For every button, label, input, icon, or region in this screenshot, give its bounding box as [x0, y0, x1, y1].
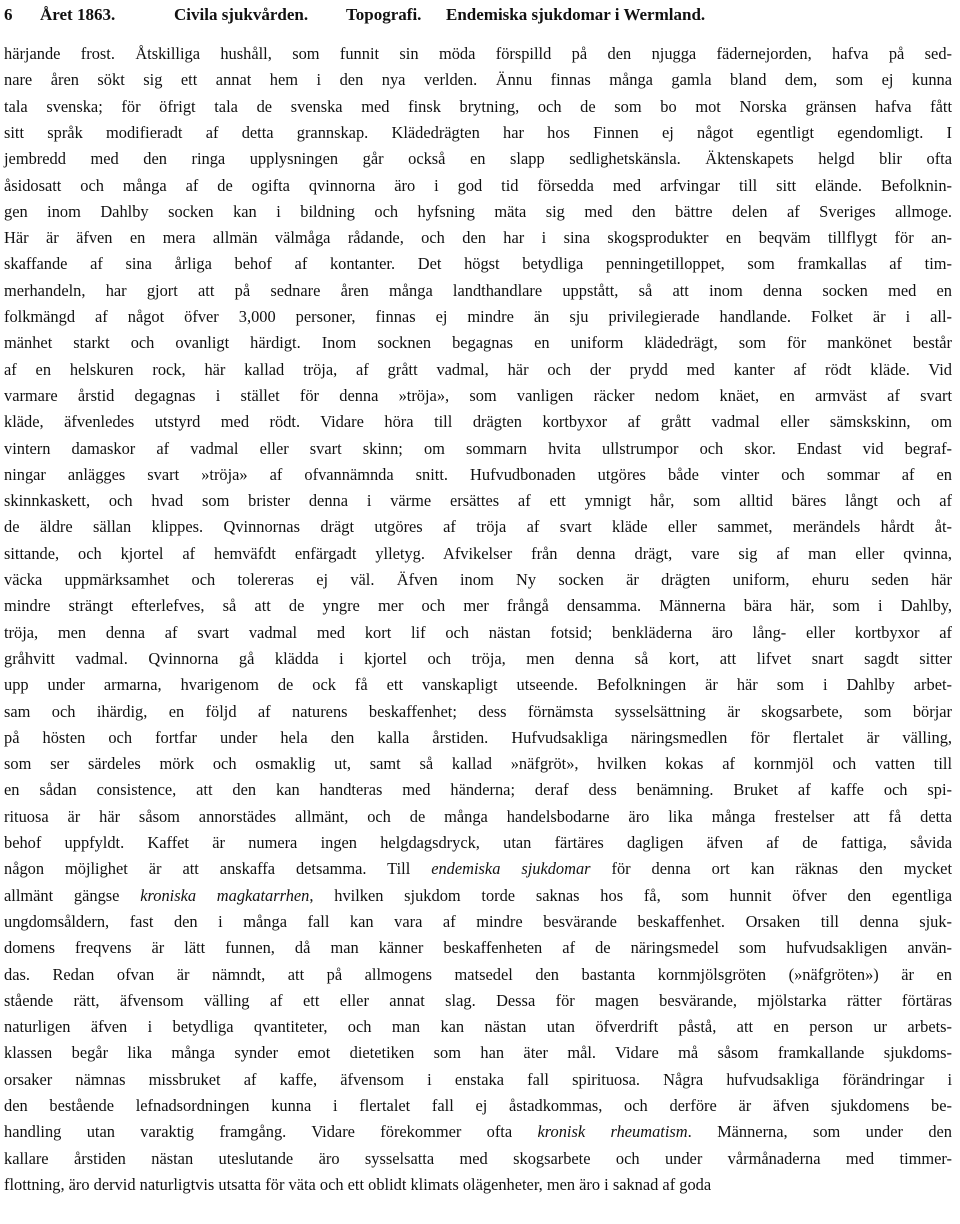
text-line: jembredd med den ringa upplysningen går också en slapp sedlighetskänsla. Äktenskapets helgd blir ofta — [4, 149, 952, 169]
text-line: skaffande af sina årliga behof af kontanter. Det högst betydliga penningetilloppet, som framkallas af tim- — [4, 254, 952, 274]
text-line: das. Redan ofvan är nämndt, att på allmogens matsedel den bastanta kornmjölsgröten (»näfgröten») är en — [4, 964, 952, 984]
text-line: behof uppfyldt. Kaffet är numera ingen helgdagsdryck, utan färtäres dagligen äfven af de fattiga, såvida — [4, 833, 952, 852]
text-line: klassen begår lika många synder emot dietetiken som han äter mål. Vidare må såsom framkallande sjukdoms- — [4, 1043, 952, 1063]
text-line: en sådan consistence, att den kan handteras med händerna; deraf dess benämning. Bruket af kaffe och spi- — [4, 780, 952, 800]
text-line: de äldre sällan klippes. Qvinnornas drägt utgöres af tröja af svart kläde eller sammet, merändels hårdt åt- — [4, 517, 952, 537]
text-line: kläde, äfvenledes utstyrd med rödt. Vidare höra till drägten kortbyxor af grått vadmal eller sämskskinn, om — [4, 412, 952, 432]
text-line: mindre strängt efterlefves, så att de yngre mer och mer frångå densamma. Männerna bära här, som i Dahlby, — [4, 596, 952, 616]
text-line: härjande frost. Åtskilliga hushåll, som funnit sin möda förspilld på den njugga fädernejorden, hafva på sed- — [4, 44, 952, 63]
text-line: åsidosatt och många af de ogifta qvinnorna äro i god tid försedda med arfvingar till sitt elände. Befolknin- — [4, 175, 952, 195]
text-line: skinnkaskett, och hvad som brister denna i värme ersättes af ett ymnigt hår, som alltid bäres långt och af — [4, 491, 952, 511]
text-line: allmänt gängse kroniska magkatarrhen, hvilken sjukdom torde saknas hos få, som hunnit öfver den egentliga — [4, 885, 953, 905]
text-line: väcka uppmärksamhet och tolereras ej väl. Äfven inom Ny socken är drägten uniform, ehuru seden här — [4, 570, 952, 589]
text-line: tröja, men denna af svart vadmal med kort lif och nästan fotsid; benkläderna äro lång- eller kortbyxor af — [4, 622, 952, 642]
header-section: Civila sjukvården. — [174, 5, 309, 24]
text-line: den bestående lefnadsordningen kunna i flertalet fall ej åstadkommas, och derföre är äfven sjukdomens be- — [4, 1096, 952, 1115]
text-line: nare åren sökt sig ett annat hem i den nya verlden. Ännu finnas många gamla bland dem, som ej kunna — [4, 70, 952, 90]
text-line: domens freqvens är lätt funnen, då man känner beskaffenheten af de näringsmedel som hufvudsakligen använ- — [4, 938, 952, 958]
text-line: rituosa är här såsom annorstädes allmänt, och de många handelsbodarne äro lika många frestelser att få detta — [4, 806, 952, 826]
text-line: naturligen äfven i betydliga qvantiteter, och man kan nästan utan öfverdrift påstå, att en person ur arbets- — [4, 1017, 952, 1037]
header-year: Året 1863. — [40, 5, 116, 24]
text-line: varmare årstid degagnas i stället för denna »tröja», som vanligen räcker nedom knäet, en armväst af svart — [4, 385, 952, 405]
text-line: handling utan varaktig framgång. Vidare förekommer ofta kronisk rheumatism. Männerna, som under den — [4, 1122, 952, 1142]
text-line: af en helskuren rock, här kallad tröja, af grått vadmal, här och der prydd med kanter af rödt kläde. Vid — [4, 359, 952, 379]
text-line: flottning, äro dervid naturligtvis utsatta för väta och ett oblidt klimats olägenheter, men äro i saknad af goda — [4, 1174, 712, 1194]
text-line: sam och ihärdig, en följd af naturens beskaffenhet; dess förnämsta sysselsättning är skogsarbete, som börjar — [4, 701, 952, 721]
text-line: ningar anlägges svart »tröja» af ofvannämnda snitt. Hufvudbonaden utgöres både vinter och sommar af en — [4, 464, 952, 484]
text-line: merhandeln, har gjort att på sednare åren många landthandlare uppstått, så att inom denna socken med en — [4, 280, 952, 300]
text-line: Här är äfven en mera allmän välmåga rådande, och den har i sina skogsprodukter en beqväm tillflygt för an- — [4, 228, 952, 248]
text-line: mänhet starkt och ovanligt härdigt. Inom socknen begagnas en uniform klädedrägt, som för mankönet består — [4, 333, 952, 353]
text-line: upp under armarna, hvarigenom de ock få ett vanskapligt utseende. Befolkningen är här som i Dahlby arbet- — [4, 675, 952, 695]
text-line: orsaker nämnas missbruket af kaffe, äfvensom i enstaka fall spirituosa. Några hufvudsakliga förändringar i — [4, 1069, 952, 1089]
text-line: tala svenska; för öfrigt tala de svenska med finsk brytning, och de som bo mot Norska gränsen hafva fått — [4, 96, 952, 116]
page-number: 6 — [4, 5, 13, 24]
text-line: ungdomsåldern, fast den i många fall kan vara af mindre besvärande beskaffenhet. Orsaken till denna sjuk- — [4, 911, 952, 931]
text-line: gen inom Dahlby socken kan i bildning och hyfsning mäta sig med den bättre delen af Sveriges allmoge. — [4, 201, 952, 221]
text-line: som ser särdeles mörk och osmaklig ut, samt så kallad »näfgröt», hvilken kokas af kornmjöl och vatten till — [4, 754, 952, 774]
running-header — [4, 5, 944, 29]
text-line: på hösten och fortfar under hela den kalla årstiden. Hufvudsakliga näringsmedlen för flertalet är välling, — [4, 727, 952, 747]
header-topic: Topografi. — [346, 5, 422, 24]
text-line: vintern damaskor af vadmal eller svart skinn; om sommarn hvita ullstrumpor och skor. Endast vid begraf- — [4, 438, 952, 458]
text-line: gråhvitt vadmal. Qvinnorna gå klädda i kjortel och tröja, men denna så kort, att lifvet snart sagdt sitter — [4, 648, 952, 668]
text-line: stående rätt, äfvensom välling af ett eller annat slag. Dessa för magen besvärande, mjölstarka rätter förtäras — [4, 990, 952, 1010]
text-line: kallare årstiden nästan uteslutande äro sysselsatta med skogsarbete och under vårmånaderna med timmer- — [4, 1148, 952, 1168]
text-line: folkmängd af något öfver 3,000 personer, finnas ej mindre än sju privilegierade handlande. Folket är i all- — [4, 307, 952, 326]
text-line: sitt språk modifieradt af detta grannskap. Klädedrägten har hos Finnen ej något egentligt egendomligt. I — [4, 122, 952, 142]
header-subtopic: Endemiska sjukdomar i Wermland. — [446, 5, 706, 24]
text-line: någon möjlighet är att anskaffa detsamma. Till endemiska sjukdomar för denna ort kan räknas den mycket — [4, 859, 952, 879]
text-line: sittande, och kjortel af hemväfdt enfärgadt ylletyg. Afvikelser från denna drägt, vare sig af man eller qvinna, — [4, 543, 952, 563]
